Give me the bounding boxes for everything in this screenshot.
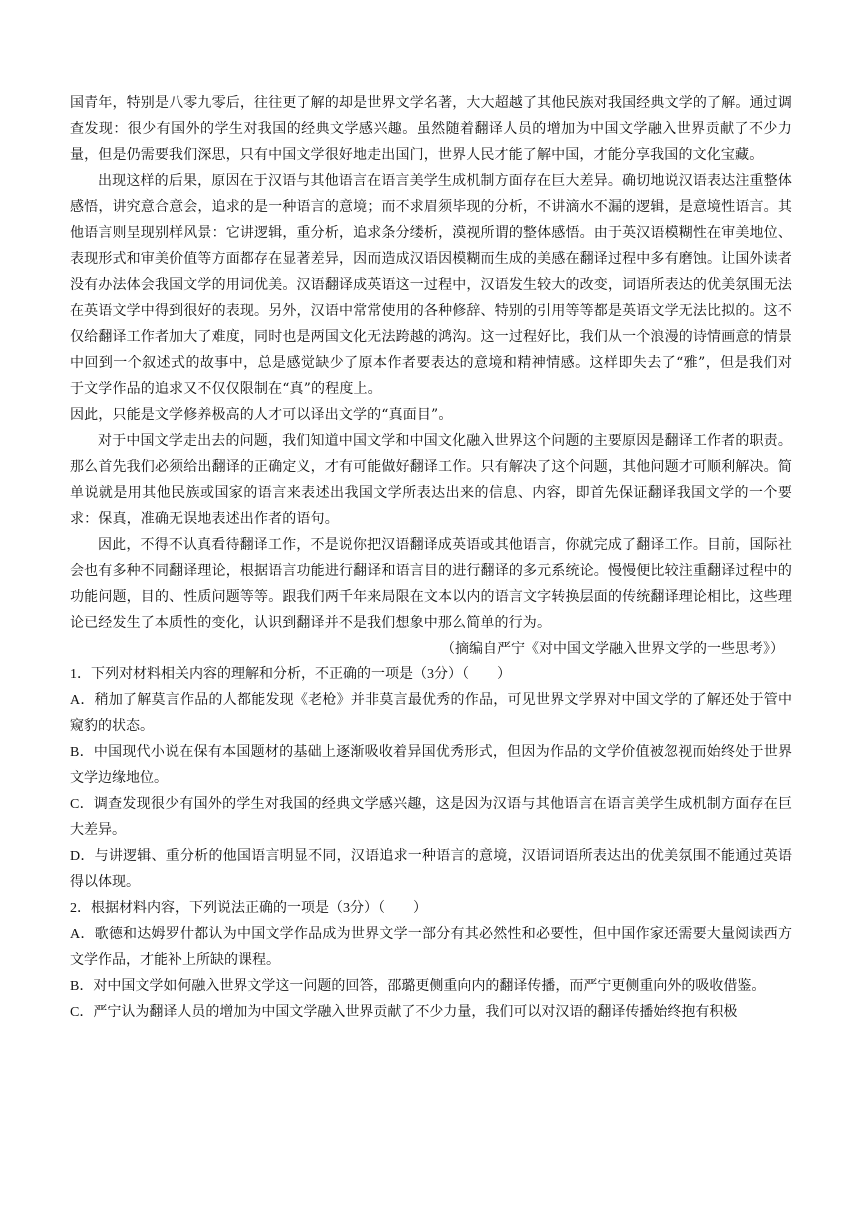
question-2-option-b: B．对中国文学如何融入世界文学这一问题的回答，邵璐更侧重向内的翻译传播，而严宁更侧重向外的吸收借鉴。 [70,979,766,994]
question-1-option-b: B．中国现代小说在保有本国题材的基础上逐渐吸收着异国优秀形式，但因为作品的文学价值被忽视而始终处于世界文学边缘地位。 [70,745,792,786]
paragraph-1: 国青年，特别是八零九零后，往往更了解的却是世界文学名著，大大超越了其他民族对我国经典文学的了解。通过调查发现：很少有国外的学生对我国的经典文学感兴趣。虽然随着翻译人员的增加为中国文学融入世界贡献了不少力量，但是仍需要我们深思，只有中国文学很好地走出国门，世界人民才能了解中国，才能分享我国的文化宝藏。 [70,95,792,163]
question-1-title: 1．下列对材料相关内容的理解和分析，不正确的一项是（3分）（ ） [70,667,511,682]
question-2-option-c: C．严宁认为翻译人员的增加为中国文学融入世界贡献了不少力量，我们可以对汉语的翻译传播始终抱有积极 [70,1005,738,1020]
question-2-title: 2．根据材料内容，下列说法正确的一项是（3分）（ ） [70,901,427,916]
question-1 [70,662,792,896]
question-1-option-c: C．调查发现很少有国外的学生对我国的经典文学感兴趣，这是因为汉语与其他语言在语言美学生成机制方面存在巨大差异。 [70,797,792,838]
paragraph-2: 出现这样的后果，原因在于汉语与其他语言在语言美学生成机制方面存在巨大差异。确切地说汉语表达注重整体感悟，讲究意合意会，追求的是一种语言的意境；而不求眉须毕现的分析，不讲滴水不漏的逻辑，是意境性语言。其他语言则呈现别样风景：它讲逻辑，重分析，追求条分缕析，漠视所谓的整体感悟。由于英汉语模糊性在审美地位、表现形式和审美价值等方面都存在显著差异，因而造成汉语因模糊而生成的美感在翻译过程中多有磨蚀。让国外读者没有办法体会我国文学的用词优美。汉语翻译成英语这一过程中，汉语发生较大的改变，词语所表达的优美氛围无法在英语文学中得到很好的表现。另外，汉语中常常使用的各种修辞、特别的引用等等都是英语文学无法比拟的。这不仅给翻译工作者加大了难度，同时也是两国文化无法跨越的鸿沟。这一过程好比，我们从一个浪漫的诗情画意的情景中回到一个叙述式的故事中，总是感觉缺少了原本作者要表达的意境和精神情感。这样即失去了“雅”，但是我们对于文学作品的追求又不仅仅限制在“真”的程度上。 [70,173,792,397]
paragraph-4: 对于中国文学走出去的问题，我们知道中国文学和中国文化融入世界这个问题的主要原因是翻译工作者的职责。那么首先我们必须给出翻译的正确定义，才有可能做好翻译工作。只有解决了这个问题，其他问题才可顺利解决。简单说就是用其他民族或国家的语言来表述出我国文学所表达出来的信息、内容，即首先保证翻译我国文学的一个要求：保真，准确无误地表述出作者的语句。 [70,433,792,527]
question-2 [70,896,792,1026]
question-1-option-a: A．稍加了解莫言作品的人都能发现《老枪》并非莫言最优秀的作品，可见世界文学界对中国文学的了解还处于管中窥豹的状态。 [70,693,792,734]
paragraph-5: 因此，不得不认真看待翻译工作，不是说你把汉语翻译成英语或其他语言，你就完成了翻译工作。目前，国际社会也有多种不同翻译理论，根据语言功能进行翻译和语言目的进行翻译的多元系统论。慢慢便比较注重翻译过程中的功能问题，目的、性质问题等等。跟我们两千年来局限在文本以内的语言文字转换层面的传统翻译理论相比，这些理论已经发生了本质性的变化，认识到翻译并不是我们想象中那么简单的行为。 [70,537,792,631]
question-1-option-d: D．与讲逻辑、重分析的他国语言明显不同，汉语追求一种语言的意境，汉语词语所表达出的优美氛围不能通过英语得以体现。 [70,849,792,890]
document-page [70,90,792,1026]
question-2-option-a: A．歌德和达姆罗什都认为中国文学作品成为世界文学一部分有其必然性和必要性，但中国作家还需要大量阅读西方文学作品，才能补上所缺的课程。 [70,927,792,968]
paragraph-3: 因此，只能是文学修养极高的人才可以译出文学的“真面目”。 [70,407,453,423]
source-citation: （摘编自严宁《对中国文学融入世界文学的一些思考》） [441,641,784,657]
